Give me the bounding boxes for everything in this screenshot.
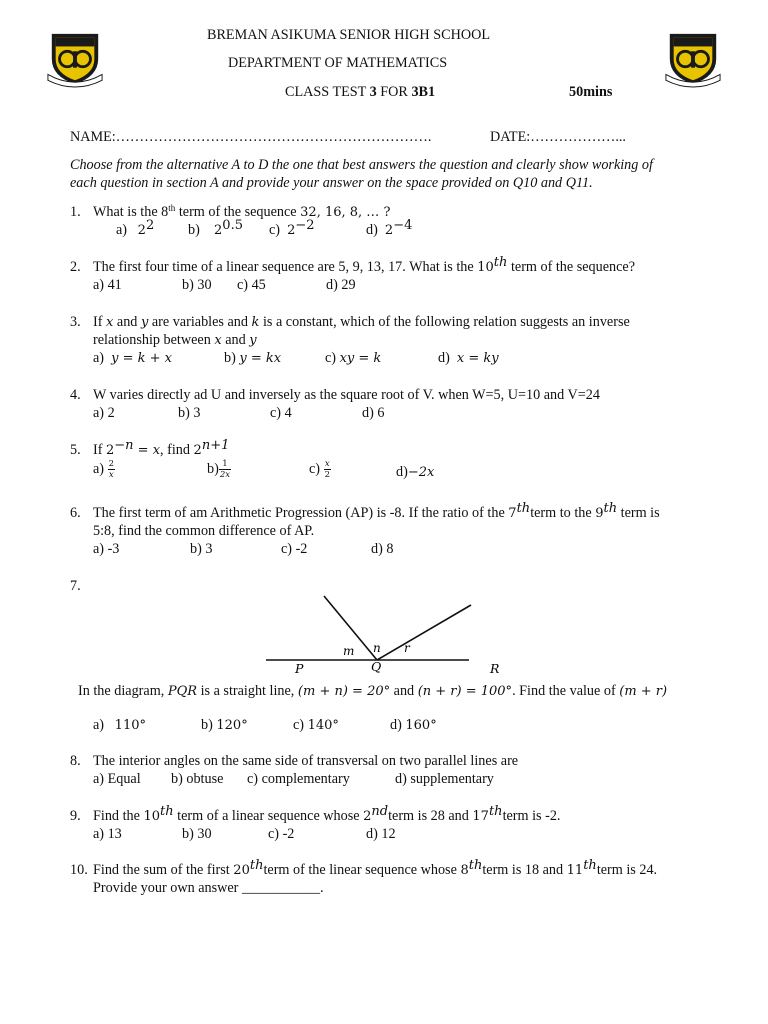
q9-option-a[interactable]: a) 13 [93, 826, 122, 842]
q5-option-c[interactable]: c) $\frac{x}{2}$ [309, 459, 330, 480]
question-10: 10. Find the sum of the first 20thterm of the linear sequence whose 8thterm is 18 and 11thterm is 24. [70, 858, 658, 878]
ray-right [377, 605, 471, 660]
q2-option-d[interactable]: d) 29 [326, 277, 356, 293]
question-7-number: 7. [70, 578, 81, 594]
q7-option-c[interactable]: c) 140° [293, 717, 339, 733]
q8-option-b[interactable]: b) obtuse [171, 771, 224, 787]
question-5: 5. If $2^{-n} = x$, find $2^{n+1}$ [70, 438, 230, 458]
q1-option-a[interactable]: a) $2^2$ [116, 218, 155, 238]
question-3: 3. If x and y are variables and k is a constant, which of the following relation suggests an inverse [70, 314, 630, 330]
q6-option-d[interactable]: d) 8 [371, 541, 394, 557]
question-8: 8. The interior angles on the same side of transversal on two parallel lines are [70, 753, 519, 769]
test-title: CLASS TEST 3 FOR 3B1 [285, 84, 436, 100]
q6-option-c[interactable]: c) -2 [281, 541, 308, 557]
question-3-line-2: relationship between x and y [93, 332, 257, 348]
label-r-angle: r [404, 641, 410, 655]
q3-option-c[interactable]: c) xy = k [325, 350, 382, 366]
q4-option-a[interactable]: a) 2 [93, 405, 115, 421]
q5-option-a[interactable]: a) $\frac{2}{x}$ [93, 459, 114, 480]
q2-option-a[interactable]: a) 41 [93, 277, 122, 293]
question-7: In the diagram, PQR is a straight line, (m + n) = 20° and (n + r) = 100°. Find the value of (m + r) [78, 683, 668, 699]
test-duration: 50mins [569, 84, 613, 100]
name-field[interactable]: NAME:…………………………………………………………. [70, 129, 432, 145]
q6-option-a[interactable]: a) -3 [93, 541, 120, 557]
q5-option-d[interactable]: d)−2x [396, 464, 435, 480]
label-r: R [490, 661, 500, 676]
instructions-line-2: each question in section A and provide your answer on the space provided on Q10 and Q11. [70, 175, 593, 191]
q8-option-a[interactable]: a) Equal [93, 771, 141, 787]
q8-option-c[interactable]: c) complementary [247, 771, 350, 787]
q5-option-b[interactable]: b) $\frac{1}{2x}$ [207, 459, 231, 480]
q2-option-c[interactable]: c) 45 [237, 277, 266, 293]
q3-option-a[interactable]: a) y = k + x [93, 350, 172, 366]
question-10-answer-line[interactable]: Provide your own answer ___________. [93, 880, 324, 896]
q9-option-c[interactable]: c) -2 [268, 826, 295, 842]
q7-option-b[interactable]: b) 120° [201, 717, 248, 733]
q3-option-b[interactable]: b) y = kx [224, 350, 282, 366]
label-p: P [295, 661, 304, 676]
q1-option-d[interactable]: d) $2^{-4}$ [366, 218, 413, 238]
date-field[interactable]: DATE:………………... [490, 129, 626, 145]
q6-option-b[interactable]: b) 3 [190, 541, 213, 557]
instructions-line-1: Choose from the alternative A to D the one that best answers the question and clearly show working of [70, 157, 653, 173]
q9-option-d[interactable]: d) 12 [366, 826, 396, 842]
q4-option-d[interactable]: d) 6 [362, 405, 385, 421]
question-1: 1. What is the 8th term of the sequence 32, 16, 8, … ? [70, 203, 391, 220]
label-q: Q [371, 659, 382, 674]
q3-option-d[interactable]: d) x = ky [438, 350, 499, 366]
q1-option-b[interactable]: b) $2^{0.5}$ [188, 218, 243, 238]
school-name: BREMAN ASIKUMA SENIOR HIGH SCHOOL [207, 27, 490, 43]
department-name: DEPARTMENT OF MATHEMATICS [228, 55, 448, 71]
question-6-line-2: 5:8, find the common difference of AP. [93, 523, 315, 539]
q8-option-d[interactable]: d) supplementary [395, 771, 494, 787]
q2-option-b[interactable]: b) 30 [182, 277, 212, 293]
q4-option-b[interactable]: b) 3 [178, 405, 201, 421]
question-4: 4. W varies directly ad U and inversely as the square root of V. when W=5, U=10 and V=24 [70, 387, 600, 403]
question-9: 9. Find the 10th term of a linear sequence whose 2ndterm is 28 and 17thterm is -2. [70, 804, 561, 824]
question-6: 6. The first term of am Arithmetic Progression (AP) is -8. If the ratio of the 7thterm to the 9th term is [70, 501, 660, 521]
label-n: n [373, 641, 381, 655]
q7-option-a[interactable]: a) 110° [93, 717, 146, 733]
q9-option-b[interactable]: b) 30 [182, 826, 212, 842]
q1-option-c[interactable]: c) $2^{-2}$ [269, 218, 315, 238]
q4-option-c[interactable]: c) 4 [270, 405, 292, 421]
q7-option-d[interactable]: d) 160° [390, 717, 437, 733]
label-m: m [343, 644, 355, 658]
question-2: 2. The first four time of a linear sequence are 5, 9, 13, 17. What is the 10th term of the sequence? [70, 255, 636, 275]
